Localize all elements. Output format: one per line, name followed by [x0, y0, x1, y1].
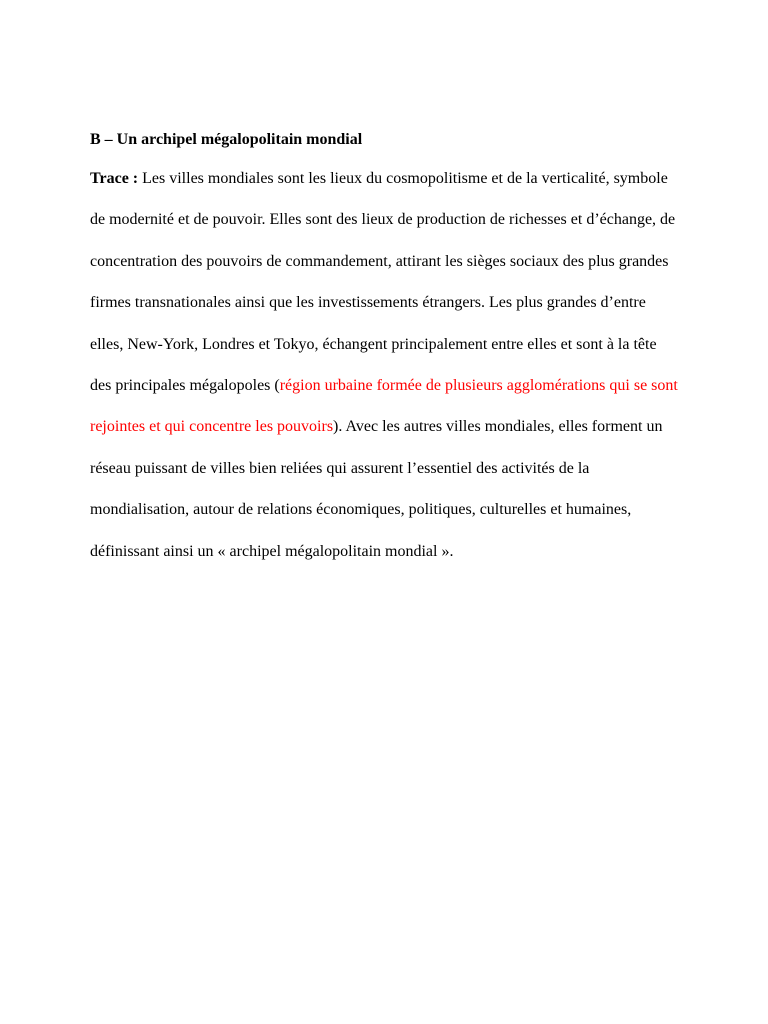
trace-text-before: Les villes mondiales sont les lieux du cosmopolitisme et de la verticalité, symbole de modernité et de pouvoir. Elles sont des lieux de production de richesses et d’échange, de concentration des pouvoirs de commandement, attirant les sièges sociaux des plus grandes firmes transnationales ainsi que les investissements étrangers. Les plus grandes d’entre elles, New-York, Londres et Tokyo, échangent principalement entre elles et sont à la tête des principales mégalopoles (	[90, 170, 676, 395]
trace-text-after: ). Avec les autres villes mondiales, elles forment un réseau puissant de villes bien reliées qui assurent l’essentiel des activités de la mondialisation, autour de relations économiques, politiques, culturelles et humaines, définissant ainsi un « archipel mégalopolitain mondial ».	[90, 418, 663, 560]
megalopole-definition: région urbaine formée de plusieurs agglomérations qui se sont rejointes et qui concentre les pouvoirs	[90, 377, 678, 436]
document-body	[90, 126, 680, 572]
trace-label: Trace :	[90, 170, 139, 187]
section-heading: B – Un archipel mégalopolitain mondial	[90, 131, 363, 148]
trace-paragraph	[90, 158, 680, 572]
